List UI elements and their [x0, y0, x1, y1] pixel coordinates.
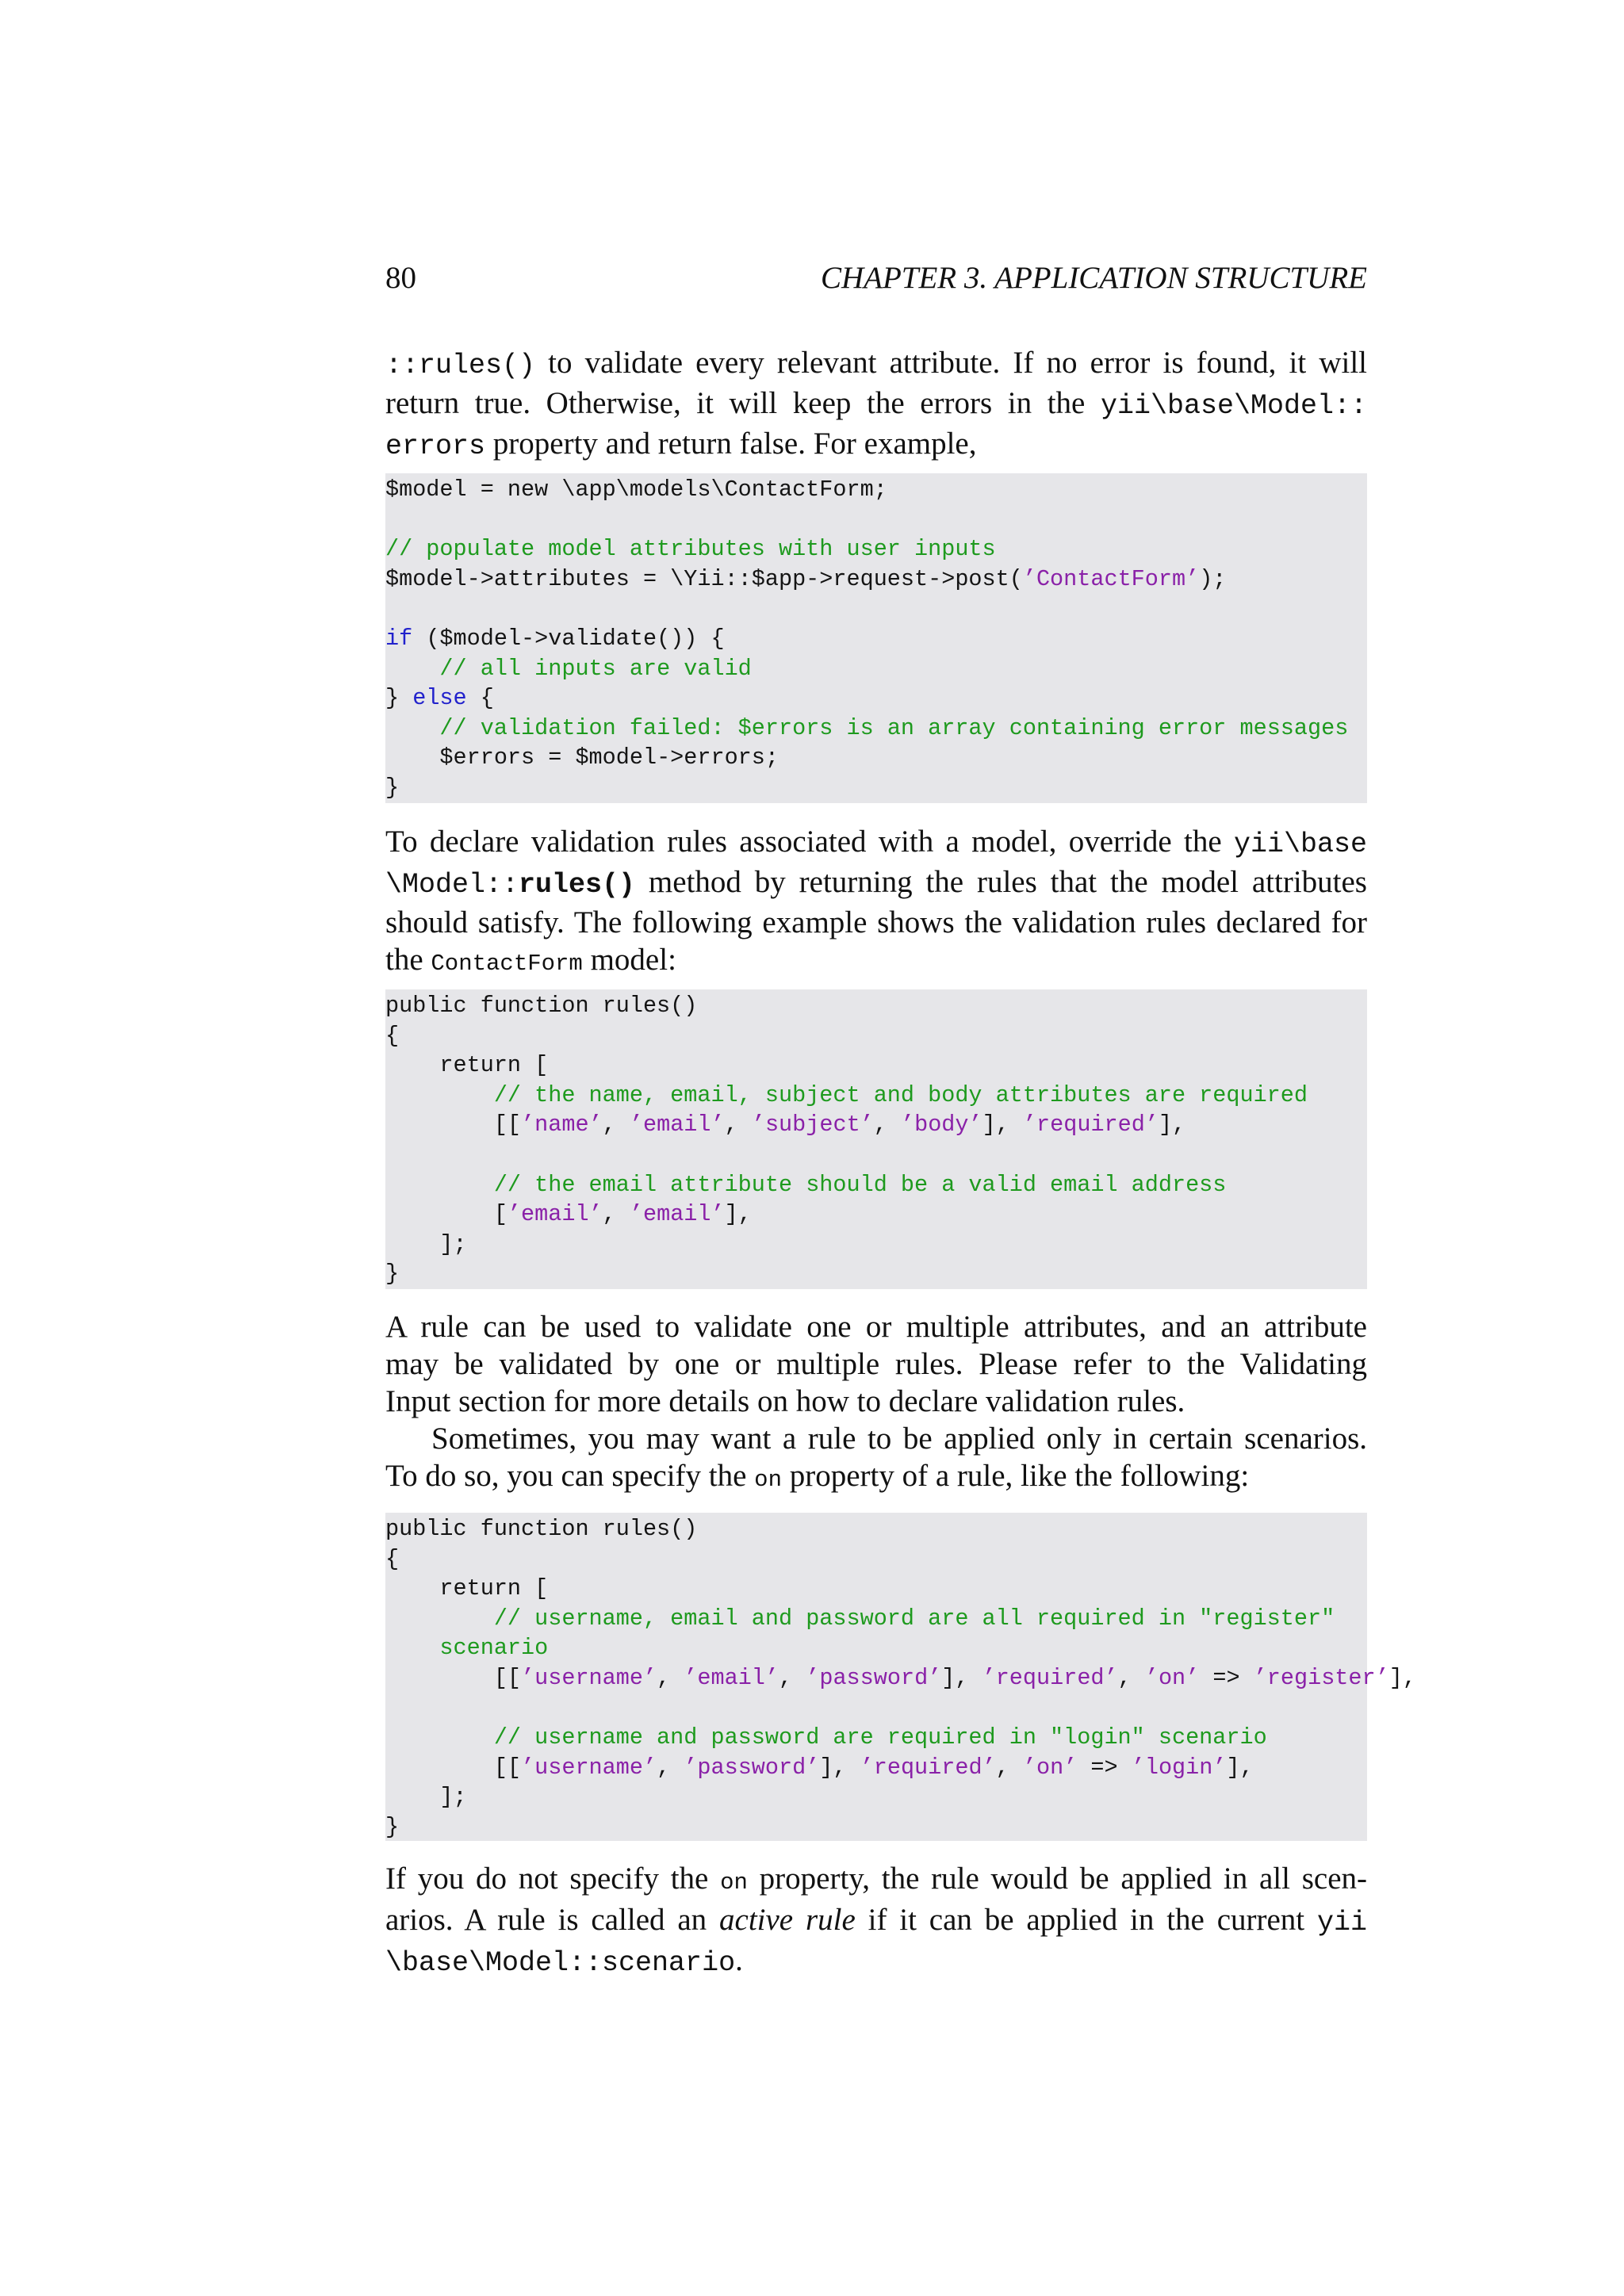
text-line: may be validated by one or multiple rules. Please refer to the Validating [385, 1347, 1367, 1381]
code-block-scenarios [385, 1513, 1416, 1841]
paragraph-rule-scenarios [385, 1308, 1367, 1498]
code-line: public function rules() [385, 1516, 698, 1542]
code-line: ]; [385, 1230, 467, 1257]
code-line: // username, email and password are all required in "register" [493, 1605, 1335, 1632]
code-line: return [ [385, 1052, 549, 1079]
code-line: $model->attributes = \Yii::$app->request->post(’ContactForm’); [385, 565, 1227, 592]
code-comment: // populate model attributes with user inputs [385, 536, 996, 563]
code-line-blank [385, 505, 1367, 535]
code-block-validate [385, 473, 1367, 803]
text-line: should satisfy. The following example shows the validation rules declared for [385, 905, 1367, 939]
text-line: Sometimes, you may want a rule to be applied only in certain scenarios. [431, 1422, 1367, 1456]
code-line: [[’name’, ’email’, ’subject’, ’body’], ’required’], [493, 1112, 1186, 1138]
paragraph-intro [385, 344, 1367, 465]
code-line: [[’username’, ’password’], ’required’, ’on’ => ’login’], [493, 1754, 1254, 1781]
text-line: A rule can be used to validate one or multiple attributes, and an attribute [385, 1310, 1367, 1344]
code-line: { [385, 1022, 400, 1049]
text-line: To declare validation rules associated with a model, override the yii\base [385, 825, 1367, 860]
text-line: errors property and return false. For example, [385, 427, 977, 462]
code-line: // the name, email, subject and body attributes are required [493, 1081, 1308, 1108]
code-line: // the email attribute should be a valid email address [493, 1171, 1227, 1198]
code-line: $model = new \app\models\ContactForm; [385, 476, 887, 503]
code-line: } [385, 1261, 400, 1288]
code-line-blank [385, 1693, 1367, 1724]
code-line: } [385, 774, 400, 801]
text-line: return true. Otherwise, it will keep the errors in the yii\base\Model:: [385, 386, 1367, 422]
page-number: 80 [385, 261, 416, 295]
text-line: \base\Model::scenario. [385, 1943, 743, 1979]
code-line-blank [385, 1140, 1367, 1170]
code-line: return [ [385, 1575, 549, 1602]
code-line: // username and password are required in "login" scenario [493, 1724, 1267, 1751]
code-line: [’email’, ’email’], [493, 1201, 752, 1228]
code-block-rules [385, 989, 1367, 1289]
code-line: { [385, 1545, 400, 1572]
text-line: the ContactForm model: [385, 943, 676, 977]
code-line: } else { [385, 685, 494, 712]
running-header [385, 258, 1367, 298]
code-line: $errors = $model->errors; [439, 744, 779, 771]
text-line: To do so, you can specify the on property of a rule, like the following: [385, 1459, 1250, 1493]
code-line: } [385, 1813, 400, 1840]
text-line: arios. A rule is called an active rule if it can be applied in the current yii [385, 1903, 1367, 1938]
chapter-title: CHAPTER 3. APPLICATION STRUCTURE [820, 261, 1367, 295]
text-line: \Model::rules() method by returning the rules that the model attributes [385, 865, 1367, 901]
code-line: [[’username’, ’email’, ’password’], ’required’, ’on’ => ’register’], [493, 1664, 1416, 1691]
text-line: ::rules() to validate every relevant attribute. If no error is found, it will [385, 346, 1367, 381]
paragraph-active-rule [385, 1860, 1367, 1982]
code-line: public function rules() [385, 993, 698, 1019]
code-line: ]; [385, 1784, 467, 1811]
code-line-blank [385, 594, 1367, 624]
text-line: Input section for more details on how to declare validation rules. [385, 1384, 1185, 1418]
text-line: If you do not specify the on property, the rule would be applied in all scen- [385, 1862, 1367, 1896]
code-line: if ($model->validate()) { [385, 625, 725, 652]
code-line: // validation failed: $errors is an array containing error messages [439, 714, 1349, 741]
code-line: scenario [439, 1635, 549, 1662]
paragraph-rules-intro [385, 823, 1367, 982]
code-line: // all inputs are valid [439, 655, 752, 682]
